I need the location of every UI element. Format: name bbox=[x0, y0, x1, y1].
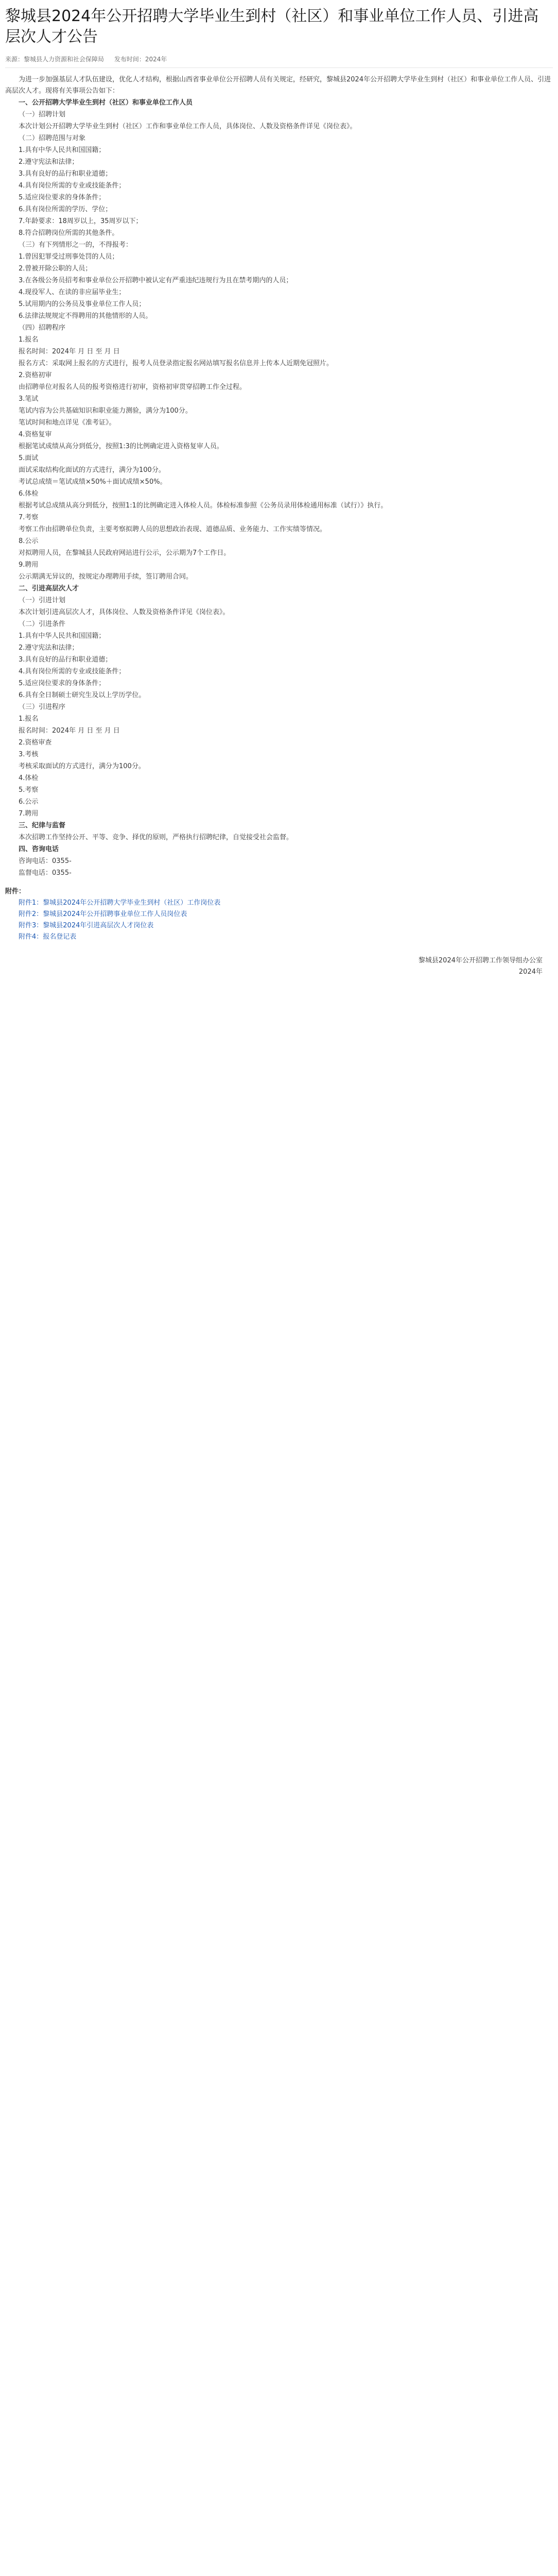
paragraph: （二）招聘范围与对象 bbox=[19, 134, 86, 142]
paragraph: 2.遵守宪法和法律； bbox=[19, 158, 79, 166]
signature-date: 2024年 bbox=[518, 968, 543, 976]
paragraph: 二、引进高层次人才 bbox=[19, 585, 79, 592]
paragraph: 3.具有良好的品行和职业道德； bbox=[19, 656, 112, 664]
article-source: 来源：黎城县人力资源和社会保障局 bbox=[5, 56, 104, 63]
paragraph: 7.聘用 bbox=[19, 810, 39, 818]
paragraph: 6.具有全日制硕士研究生及以上学历学位。 bbox=[19, 691, 146, 699]
paragraph: 4.具有岗位所需的专业或技能条件； bbox=[19, 182, 126, 190]
paragraph: 为进一步加强基层人才队伍建设，优化人才结构，根据山西省事业单位公开招聘人员有关规定，经研究，黎城县2024年公开招聘大学毕业生到村（社区）和事业单位工作人员、引进高层次人才。现将有关事项公告如下： bbox=[5, 76, 551, 95]
paragraph: 四、咨询电话 bbox=[19, 845, 59, 853]
paragraph: 笔试内容为公共基础知识和职业能力测验，满分为100分。 bbox=[19, 407, 192, 415]
paragraph: 本次计划公开招聘大学毕业生到村（社区）工作和事业单位工作人员，具体岗位、人数及资格条件详见《岗位表》。 bbox=[19, 123, 357, 130]
paragraph: 4.资格复审 bbox=[19, 431, 52, 438]
paragraph: 公示期满无异议的，按规定办理聘用手续，签订聘用合同。 bbox=[19, 573, 193, 581]
paragraph: 1.报名 bbox=[19, 715, 39, 723]
paragraph: （二）引进条件 bbox=[19, 620, 66, 628]
paragraph: 对拟聘用人员，在黎城县人民政府网站进行公示，公示期为7个工作日。 bbox=[19, 549, 231, 557]
paragraph: 考试总成绩＝笔试成绩×50%＋面试成绩×50%。 bbox=[19, 478, 167, 486]
paragraph: 考核采取面试的方式进行，满分为100分。 bbox=[19, 762, 145, 770]
paragraph: 4.具有岗位所需的专业或技能条件； bbox=[19, 668, 126, 675]
paragraph: 4.现役军人、在读的非应届毕业生； bbox=[19, 289, 126, 296]
signature bbox=[5, 955, 553, 978]
paragraph: 5.面试 bbox=[19, 454, 39, 462]
paragraph: 咨询电话：0355- bbox=[19, 857, 72, 865]
paragraph: 2.遵守宪法和法律； bbox=[19, 644, 79, 652]
paragraph: 2.曾被开除公职的人员； bbox=[19, 265, 92, 273]
paragraph: 2.资格审查 bbox=[19, 739, 52, 747]
signature-org: 黎城县2024年公开招聘工作领导组办公室 bbox=[418, 957, 543, 964]
paragraph: 8.符合招聘岗位所需的其他条件。 bbox=[19, 229, 119, 237]
article-title: 黎城县2024年公开招聘大学毕业生到村（社区）和事业单位工作人员、引进高层次人才公告 bbox=[5, 7, 539, 46]
paragraph: 笔试时间和地点详见《准考证》。 bbox=[19, 419, 116, 427]
paragraph: （三）有下列情形之一的，不得报考： bbox=[19, 241, 133, 249]
paragraph: 3.在各级公务员招考和事业单位公开招聘中被认定有严重违纪违规行为且在禁考期内的人员； bbox=[19, 277, 293, 284]
paragraph: 6.体检 bbox=[19, 490, 39, 498]
paragraph: 本次招聘工作坚持公开、平等、竞争、择优的原则，严格执行招聘纪律，自觉接受社会监督。 bbox=[19, 834, 293, 841]
paragraph: 5.适应岗位要求的身体条件； bbox=[19, 194, 106, 201]
paragraph: 5.适应岗位要求的身体条件； bbox=[19, 680, 106, 687]
paragraph: 1.具有中华人民共和国国籍； bbox=[19, 632, 106, 640]
paragraph: 监督电话：0355- bbox=[19, 869, 72, 877]
paragraph: 7.考察 bbox=[19, 514, 39, 521]
paragraph: 本次计划引进高层次人才，具体岗位、人数及资格条件详见《岗位表》。 bbox=[19, 608, 230, 616]
paragraph: 6.公示 bbox=[19, 798, 39, 806]
paragraph: 报名时间：2024年 月 日 至 月 日 bbox=[19, 727, 120, 735]
attachment-list bbox=[5, 897, 553, 943]
paragraph: 3.具有良好的品行和职业道德； bbox=[19, 170, 112, 178]
paragraph: 9.聘用 bbox=[19, 561, 39, 569]
paragraph: 根据笔试成绩从高分到低分，按照1:3的比例确定进入资格复审人员。 bbox=[19, 443, 223, 450]
paragraph: 考察工作由招聘单位负责，主要考察拟聘人员的思想政治表现、道德品质、业务能力、工作实绩等情况。 bbox=[19, 526, 327, 533]
paragraph: （三）引进程序 bbox=[19, 703, 66, 711]
paragraph: 根据考试总成绩从高分到低分，按照1:1的比例确定进入体检人员。体检标准参照《公务员录用体检通用标准（试行）》执行。 bbox=[19, 502, 388, 510]
paragraph: 8.公示 bbox=[19, 537, 39, 545]
article-body bbox=[5, 74, 553, 879]
attachment-link[interactable]: 附件1：黎城县2024年公开招聘大学毕业生到村（社区）工作岗位表 bbox=[19, 899, 221, 907]
paragraph: 2.资格初审 bbox=[19, 371, 52, 379]
paragraph: 5.试用期内的公务员及事业单位工作人员； bbox=[19, 300, 146, 308]
paragraph: 7.年龄要求：18周岁以上，35周岁以下； bbox=[19, 217, 143, 225]
paragraph: 1.具有中华人民共和国国籍； bbox=[19, 146, 106, 154]
attachments bbox=[5, 886, 553, 943]
paragraph: 6.法律法规规定不得聘用的其他情形的人员。 bbox=[19, 312, 152, 320]
paragraph: 由招聘单位对报名人员的报考资格进行初审，资格初审贯穿招聘工作全过程。 bbox=[19, 383, 247, 391]
paragraph: 1.报名 bbox=[19, 336, 39, 344]
paragraph: 3.笔试 bbox=[19, 395, 39, 403]
attachment-link[interactable]: 附件4：报名登记表 bbox=[19, 933, 77, 941]
paragraph: 报名方式：采取网上报名的方式进行，报考人员登录指定报名网站填写报名信息并上传本人近期免冠照片。 bbox=[19, 360, 334, 367]
attachment-link[interactable]: 附件3：黎城县2024年引进高层次人才岗位表 bbox=[19, 922, 154, 929]
paragraph: 4.体检 bbox=[19, 774, 39, 782]
paragraph: 3.考核 bbox=[19, 751, 39, 758]
page bbox=[0, 0, 558, 998]
attachments-label: 附件： bbox=[5, 888, 26, 895]
paragraph: （一）招聘计划 bbox=[19, 111, 66, 118]
paragraph: （一）引进计划 bbox=[19, 597, 66, 604]
paragraph: 5.考察 bbox=[19, 786, 39, 794]
article-meta bbox=[5, 55, 553, 68]
paragraph: （四）招聘程序 bbox=[19, 324, 66, 332]
paragraph: 报名时间：2024年 月 日 至 月 日 bbox=[19, 348, 120, 355]
paragraph: 一、公开招聘大学毕业生到村（社区）和事业单位工作人员 bbox=[19, 99, 193, 107]
article-date: 发布时间：2024年 bbox=[114, 56, 167, 63]
attachment-link[interactable]: 附件2：黎城县2024年公开招聘事业单位工作人员岗位表 bbox=[19, 910, 187, 918]
paragraph: 1.曾因犯罪受过刑事处罚的人员； bbox=[19, 253, 119, 261]
paragraph: 三、纪律与监督 bbox=[19, 822, 66, 829]
paragraph: 面试采取结构化面试的方式进行，满分为100分。 bbox=[19, 466, 165, 474]
paragraph: 6.具有岗位所需的学历、学位； bbox=[19, 206, 112, 213]
